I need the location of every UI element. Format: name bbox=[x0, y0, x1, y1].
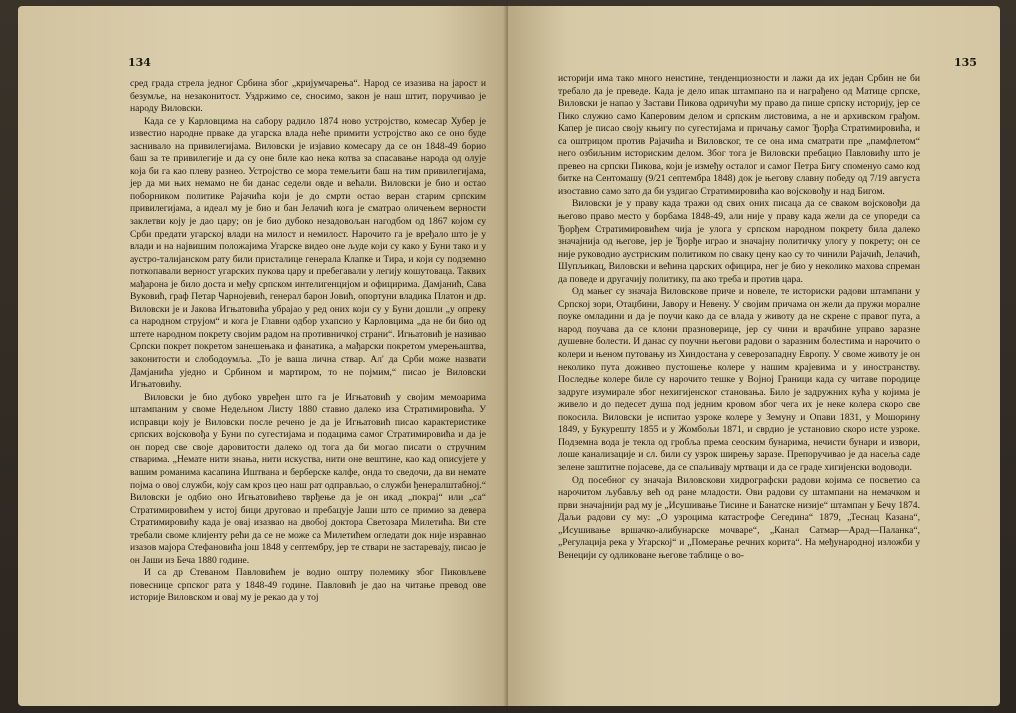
paragraph: Виловски је био дубоко увређен што га је Игњатовић у својим мемоарима штампаним у своме Недељном Листу 1880 ставио далеко иза Стратимировића. У исправци коју је Виловски после речено је да је Игњатовић писао карактеристике српских војсковођа у Буни по сугестијама и подацима самог Стратимировића и да је он поред све своје даровитости далеко од тога да би могао писати о стручним стварима. „Немате нити знања, нити искуства, нити оне вештине, као кад описујете у вашим романима касапина Иштвана и берберске калфе, онда то сведочи, да ви немате појма о овој служби, коју сам кроз цео наш рат одправљао, о служби ђенералштабној.“ Виловски је одбио оно Игњатовићево тврђење да је он икад „покрај“ или „са“ Стратимировићем у истој бици друговао и пребацује Јаши што се примио за девера Стратимировићу када је овај изазвао на двобој доктора Светозара Милетића. Ви сте требали своме клијенту рећи да се не може са Милетићем огледати док није изравнао изазов мајора Стефановића још 1848 у септембру, јер те ствари не застаревају, писао је он Јаши из Беча 1880 године. bbox=[130, 391, 486, 566]
paragraph: И са др Стеваном Павловићем је водио оштру полемику због Пиковљеве повеснице српског рата у 1848-49 године. Павловић је дао на читање превод ове историје Виловском и овај му је рекао да у тој bbox=[130, 567, 486, 604]
left-page-text bbox=[130, 78, 486, 605]
page-number-left: 134 bbox=[128, 56, 151, 69]
paragraph: Виловски је у праву када тражи од свих оних писаца да се сваком војсковођи да његово право место у борбама 1848-49, али није у праву када жели да се упореди са Ђорђем Стратимировићем чија је улога у српском народном покрету била далеко значајнија од његове, јер је Ђорђе играо и значајну политичку улогу у покрету; он се није руководио аустриским политиком по сваку цену као су то чинили Рајачић, Јелачић, Шупљикац, Виловски и већина царских официра, нег је био у неколико махова спреман да поведе и другачију политику, па ако треба и против цара. bbox=[558, 198, 920, 285]
right-page bbox=[508, 6, 1000, 706]
left-page bbox=[18, 6, 508, 706]
right-page-text bbox=[558, 73, 920, 562]
page-number-right: 135 bbox=[954, 56, 977, 69]
paragraph: сред града стрела једног Србина због „кријумчарења“. Народ се изазива на јарост и безумље, на незаконитост. Уздржимо се, сносимо, закон је наш штит, поручиваo је народу Виловски. bbox=[130, 78, 486, 115]
paragraph: Од мањег су значаја Виловскове приче и новеле, те историски радови штампани у Српској зори, Отаџбини, Јавору и Невену. У својим причама он жели да пружи моралне поуке омладини и да је поучи како да се влада у животу да не скрене с правог пута, а народ поучава да се клони празноверице, јер су чини и врачбине управо заразне душевне болести. И данас су поучни његови радови о заразним болестима и нарочито о колери и њеном путовању из Хиндостана у северозападну Европу. У своме животу је он неколико пута доживео пустошење колере у нашим крајевима и у иностранству. Последње колере биле су нарочито тешке у Војној Граници када су читаве породице задруге изумирале због нехигијенског становања. Било је задружних кућа у којима је живело и до педесет душа под једним кровом због чега их је неке колера скоро све покосила. Виловски је испитао узроке колере у Земуну и Опави 1831, у Мошорину 1849, у Букурешту 1855 и у Жомбољи 1871, и сврдио је установио скоро исте узроке. Подземна вода је текла од гробља према сеоским бунарима, нечисти бунари и извори, лоше канализације и сл. били су узрок ширењу заразе. Препоручиваo је да насеља саде зелене заштитне појасеве, да се спаљивају мртваци и да се граде хигијенски водоводи. bbox=[558, 286, 920, 473]
paragraph: историји има тако много неистине, тенденциозности и лажи да их један Србин не би требало да је преведе. Када је дело ипак штампано па и награђено од Матице српске, Виловски је напао у Застави Пикова одричући му право да пише српску историју, јер се Пико служио само Каперовим делом и српским листовима, а не и архивском грађом. Капер је писао своју књигу по сугестијама и причању самог Ђорђа Стратимировића, и са оштрицом против Рајачића и Виловског, те се она има сматрати пре „памфлетом“ него озбиљним историским делом. Због тога је Виловски пребацио Павловићу што је превео на српски Пикова, који је између осталог и самог Петра Бигу споменуо само код битке на Сентомашу (9/21 септембра 1848) док је његову славну победу од 7/19 августа изоставио само зато да би уздигао Стратимировића као војсковођу и над Бигом. bbox=[558, 73, 920, 197]
paragraph: Од посебног су значаја Виловскови хидрографски радови којима се посветио са нарочитом љубављу већ од ране младости. Ови радови су штампани на немачком и први значајнији рад му је „Исушивање Тисине и Банатске низије“ штампан у Бечу 1874. Даљи радови су му: „О узроцима катастрофе Сегедина“ 1879, „Теснац Казана“, „Исушивање вршачко-алибунарске мочваре“, „Канал Сатмар—Арад—Паланка“, „Регулација река у Угарској“ и „Померање речних корита“. На међународној изложби у Венецији су одликоване његове таблице о во- bbox=[558, 474, 920, 561]
paragraph: Када се у Карловцима на сабору радило 1874 ново устројство, комесар Хубер је известио народне прваке да угарска влада неће примити устројство ако се оно буде заснивало на привилегијама. Виловски је изјавио комесару да се он 1848-49 борио баш за те привилегије и да су оне биле као нека котва за спасавање народа од олује која би га као плеву разнео. Устројство се мора темељити баш на тим привилегијама, јер да ми њих немамо не би данас седели овде и већали. Виловски је био и остао поборником политике Рајачића који је до смрти остао веран старим српским привилегијама, а идеал му је био и бан Јелачић кога је сматрао оличењем верности заклетви коју је дао цару; он је био дубоко незадовољан нагодбом од 1867 којом су Срби предати угарској влади на милост и немилост. Нарочито га је вређало што је у влади и на највишим положајима Угарске видео оне људе који су како у Буни тако и у аустро-талијанском рату били присталице генерала Клапке и Тира, и који су подземно поткопавали верност угарских пукова цару и пребегавали у легију кошутоваца. Таквих мађарона је било доста и међу српском интелигенцијом и официрима. Дамјанић, Сава Вуковић, граф Петар Чарнојевић, генерал барон Јовић, опортуни владика Платон и др. Виловски је и Јакова Игњатовића убрајао у ред оних који су у Буни дошли „у опреку са народном струјом“ и кога је Главни одбор ухапсио у Карловцима „да не би био од штете народном покрету својим радом на противничкој страни“. Игњатовић је називао Српски покрет покретом занешењака и фанатика, а мађарски покретом умерењаштва, законитости и слободоумља. „То је ваша лична ствар. Ал' да Срби може назвати Дамјанића уједно и Србином и мартиром, то не појмим,“ писао је Виловски Игњатовићу. bbox=[130, 115, 486, 391]
